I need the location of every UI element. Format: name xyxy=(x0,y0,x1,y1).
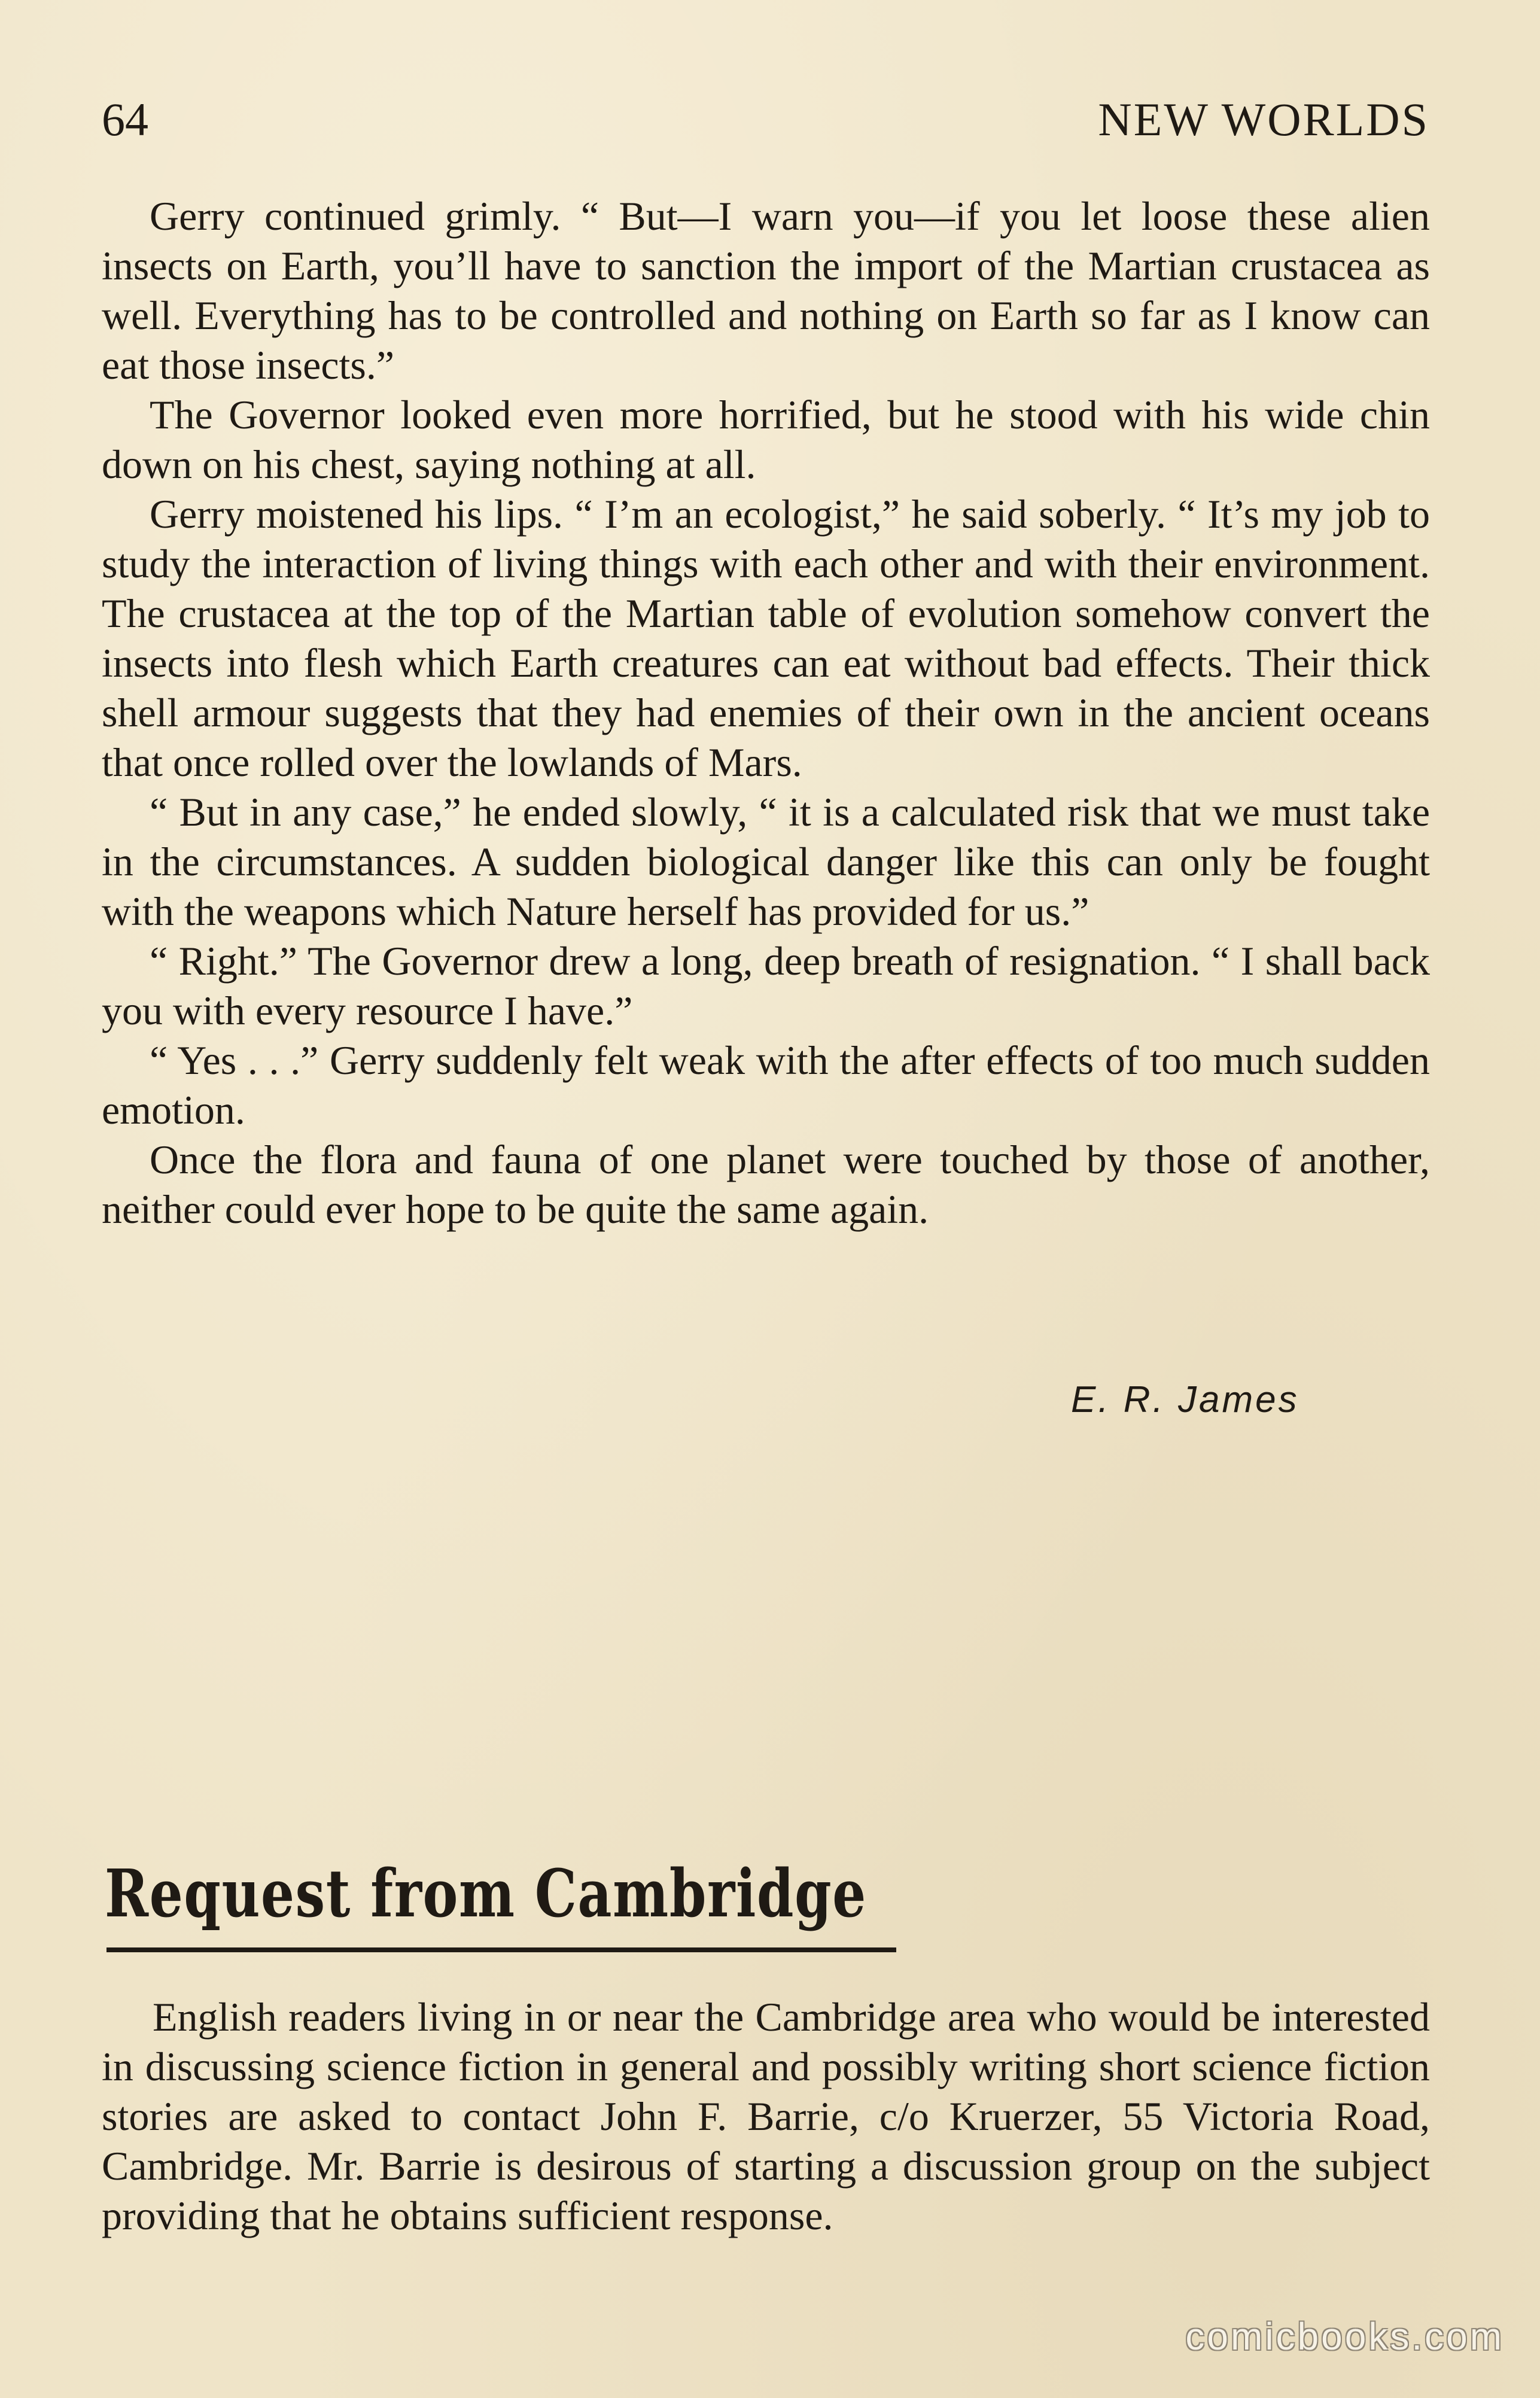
story-paragraph: The Governor looked even more horrified, but he stood with his wide chin down on his chest, saying nothing at all. xyxy=(102,392,1430,487)
notice-heading: Request from Cambridge xyxy=(105,1855,867,1932)
story-paragraph: Gerry moistened his lips. “ I’m an ecologist,” he said soberly. “ It’s my job to study the interaction of living things with each other and with their environment. The crustacea at the top of the Martian table of evolution somehow convert the insects into flesh which Earth creatures can eat without bad effects. Their thick shell armour suggests that they had enemies of their own in the ancient oceans that once rolled over the lowlands of Mars. xyxy=(102,491,1430,785)
story-paragraph: “ Right.” The Governor drew a long, deep breath of resignation. “ I shall back you with every resource I have.” xyxy=(102,938,1430,1033)
page-number: 64 xyxy=(102,93,148,145)
notice-text xyxy=(102,1992,1430,2241)
running-title: NEW WORLDS xyxy=(1098,93,1429,145)
watermark: comicbooks.com xyxy=(1185,2315,1504,2358)
story-paragraph: Once the flora and fauna of one planet were touched by those of another, neither could ever hope to be quite the same again. xyxy=(102,1137,1430,1232)
heading-underline xyxy=(106,1947,896,1952)
author-byline: E. R. James xyxy=(1071,1379,1299,1420)
running-head xyxy=(102,90,1429,150)
story-paragraph: “ But in any case,” he ended slowly, “ it is a calculated risk that we must take in the circumstances. A sudden biological danger like this can only be fought with the weapons which Nature herself has provided for us.” xyxy=(102,789,1430,934)
story-paragraph: “ Yes . . .” Gerry suddenly felt weak with the after effects of too much sudden emotion. xyxy=(102,1037,1430,1133)
story-text xyxy=(102,191,1430,1234)
story-paragraph: Gerry continued grimly. “ But—I warn you—if you let loose these alien insects on Earth, you’ll have to sanction the import of the Martian crustacea as well. Everything has to be controlled and nothing on Earth so far as I know can eat those insects.” xyxy=(102,193,1430,388)
notice-paragraph: English readers living in or near the Cambridge area who would be interested in discussing science fiction in general and possibly writing short science fiction stories are asked to contact John F. Barrie, c/o Kruerzer, 55 Victoria Road, Cambridge. Mr. Barrie is desirous of starting a discussion group on the subject providing that he obtains sufficient response. xyxy=(102,1994,1430,2238)
